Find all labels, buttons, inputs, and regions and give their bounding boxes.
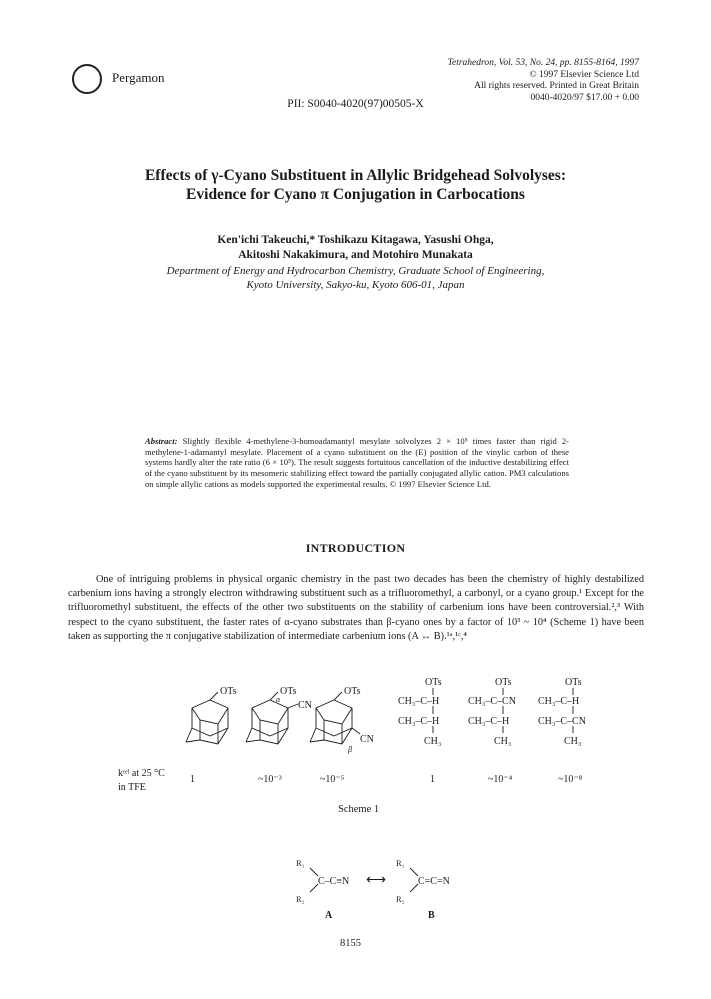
acyclic-2-ch3: CH₃ [494,736,512,747]
label-b: B [428,910,435,921]
rate-value-6: ~10⁻⁸ [558,774,583,785]
resonance-arrow: ⟷ [366,873,387,888]
acyclic-3-ots: OTs [565,677,582,688]
page-number: 8155 [340,938,361,949]
title-line-2: Evidence for Cyano π Conjugation in Carbocations [186,186,525,203]
affiliation-line-2: Kyoto University, Sakyo-ku, Kyoto 606-01, Japan [246,279,465,291]
abstract-label: Abstract: [145,436,178,446]
authors-line-1: Ken'ichi Takeuchi,* Toshikazu Kitagawa, Yasushi Ohga, [217,234,494,246]
rate-value-2: ~10⁻³ [258,774,282,785]
acyclic-2-row2: CH₃–C–H [468,716,510,727]
journal-citation: Tetrahedron, Vol. 53, No. 24, pp. 8155-8164, 1997 [447,58,639,68]
ots-label-3: OTs [344,686,361,697]
rate-value-5: ~10⁻⁴ [488,774,513,785]
copyright-line: © 1997 Elsevier Science Ltd [529,69,639,80]
authors-line-2: Akitoshi Nakakimura, and Motohiro Munakata [238,249,473,261]
price-line: 0040-4020/97 $17.00 + 0.00 [530,92,639,103]
abstract-text: Slightly flexible 4-methylene-3-homoadamantyl mesylate solvolyzes 2 × 10⁵ times faster than rigid 2-methylene-1-adamantyl mesylate. Placement of a cyano substituent on the (E) position of the vinylic carbon of these systems hardly alter the rate ratio (6 × 10⁵). The result suggests fortuitous cancellation of the inductive destabilizing effect of the cyano substituent by its mesomeric stabilizing effect toward the partially conjugated allylic cation. PM3 calculations on simple allylic cations as models supported the experimental results. © 1997 Elsevier Science Ltd. [145,436,569,489]
cation-b-r1: R₁ [396,858,405,868]
acyclic-1-ots: OTs [425,677,442,688]
ots-label-2: OTs [280,686,297,697]
affiliation-line-1: Department of Energy and Hydrocarbon Chemistry, Graduate School of Engineering, [166,265,545,277]
cation-b-formula: C=C=N [418,876,450,887]
rate-value-4: 1 [430,774,435,785]
adamantyl-structure-1 [186,692,228,744]
rate-value-1: 1 [190,774,195,785]
acyclic-1-row1: CH₃–C–H [398,696,440,707]
krel-label: kʳᵉˡ at 25 °C [118,768,165,779]
cation-a-formula: C–C≡N [318,876,350,887]
acyclic-1-row2: CH₃–C–H [398,716,440,727]
rate-value-3: ~10⁻⁵ [320,774,345,785]
cation-b-r2: R₂ [396,894,405,904]
krel-solvent: in TFE [118,782,146,793]
adamantyl-structure-2 [246,692,298,744]
beta-label: β [348,745,352,754]
cation-a-r1: R₁ [296,858,305,868]
section-heading: INTRODUCTION [305,541,406,555]
cn-label-beta: CN [360,734,374,745]
acyclic-2-row1: CH₃–C–CN [468,696,516,707]
acyclic-3-row2: CH₃–C–CN [538,716,586,727]
alpha-label: α [276,695,281,704]
intro-paragraph: One of intriguing problems in physical organic chemistry in the past two decades has been the chemistry of highly destabilized carbenium ions having a strongly electron withdrawing substituent such as a trifluoromethyl, a carbonyl, or a cyano group.¹ Except for the trifluoromethyl substituent, the effects of the other two substituents on the stability of carbenium ions have been controversial.²,³ With respect to the cyano substituent, the faster rates of α-cyano substrates than β-cyano ones by a factor of 10³ ~ 10⁴ (Scheme 1) have been taken as supporting the π conjugative stabilization of intermediate carbenium ions (A ↔ B).¹ᵃ,¹ᶜ,⁴ [68,574,644,642]
cn-label-alpha: CN [298,700,312,711]
acyclic-1-ch3: CH₃ [424,736,442,747]
publisher-name: Pergamon [112,70,165,85]
cation-a-r2: R₂ [296,894,305,904]
rights-line: All rights reserved. Printed in Great Britain [474,81,639,91]
adamantyl-structure-3 [310,692,360,744]
ots-label-1: OTs [220,686,237,697]
pii-identifier: PII: S0040-4020(97)00505-X [287,98,424,110]
scheme-caption: Scheme 1 [338,804,380,815]
title-line-1: Effects of γ-Cyano Substituent in Allylic Bridgehead Solvolyses: [144,167,567,184]
acyclic-2-ots: OTs [495,677,512,688]
acyclic-3-row1: CH₃–C–H [538,696,580,707]
label-a: A [325,910,333,921]
acyclic-3-ch3: CH₃ [564,736,582,747]
